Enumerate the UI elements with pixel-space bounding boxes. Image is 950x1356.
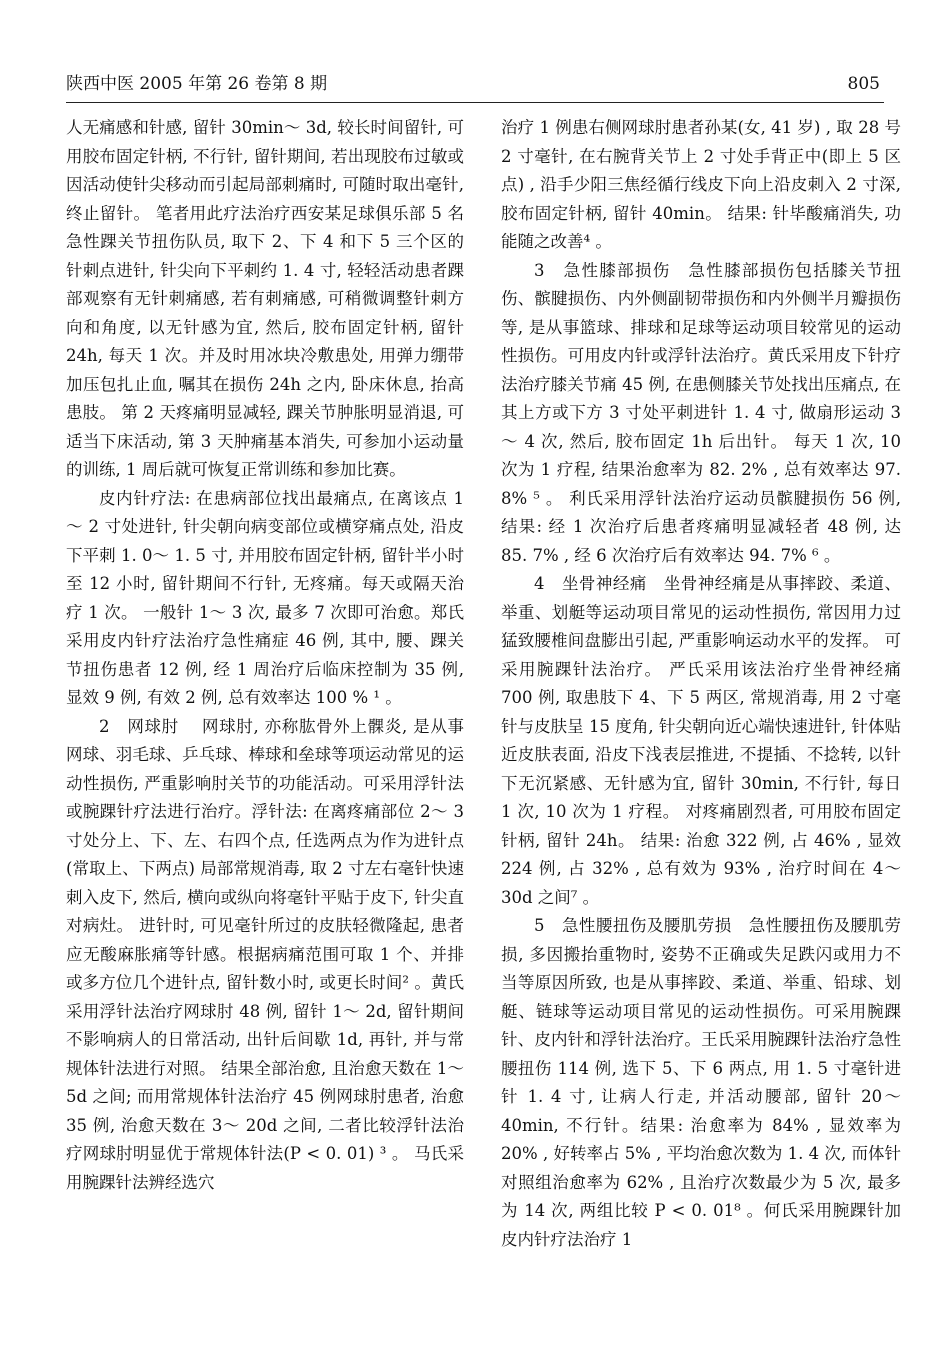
journal-title: 陕西中医 2005 年第 26 卷第 8 期 [66,74,328,94]
header-rule [66,102,884,103]
paragraph: 2 网球肘 网球肘, 亦称肱骨外上髁炎, 是从事网球、羽毛球、乒乓球、棒球和垒球等项运动常见的运动性损伤, 严重影响肘关节的功能活动。可采用浮针法或腕踝针疗法进行治疗。浮针法: 在离疼痛部位 2～ 3 寸处分上、下、左、右四个点, 任选两点为作为进针点(常取上、下两点) 局部常规消毒, 取 2 寸左右毫针快速刺入皮下, 然后, 横向或纵向将毫针平贴于皮下, 针尖直对病灶。 进针时, 可见毫针所过的皮肤轻微隆起, 患者应无酸麻胀痛等针感。根据病痛范围可取 1 个、并排或多方位几个进针点, 留针数小时, 或更长时间² 。黄氏采用浮针法治疗网球肘 48 例, 留针 1～ 2d, 留针期间不影响病人的日常活动, 出针后间歇 1d, 再针, 并与常规体针法进行对照。 结果全部治愈, 且治愈天数在 1～ 5d 之间; 而用常规体针法治疗 45 例网球肘患者, 治愈 35 例, 治愈天数在 3～ 20d 之间, 二者比较浮针法治疗网球肘明显优于常规体针法(P < 0. 01) ³ 。 马氏采用腕踝针法辨经选穴 [66,716,464,1192]
page-number: 805 [847,74,880,94]
paragraph: 皮内针疗法: 在患病部位找出最痛点, 在离该点 1～ 2 寸处进针, 针尖朝向病变部位或横穿痛点处, 沿皮下平刺 1. 0～ 1. 5 寸, 并用胶布固定针柄, 留针半小时至 12 小时, 留针期间不行针, 无疼痛。每天或隔天治疗 1 次。 一般针 1～ 3 次, 最多 7 次即可治愈。郑氏采用皮内针疗法治疗急性痛症 46 例, 其中, 腰、踝关节扭伤患者 12 例, 经 1 周治疗后临床控制为 35 例, 显效 9 例, 有效 2 例, 总有效率达 100 % ¹ 。 [66,488,464,707]
paragraph: 5 急性腰扭伤及腰肌劳损 急性腰扭伤及腰肌劳损, 多因搬抬重物时, 姿势不正确或失足跌闪或用力不当等原因所致, 也是从事摔跤、柔道、举重、铅球、划艇、链球等运动项目常见的运动性损伤。可采用腕踝针、皮内针和浮针法治疗。王氏采用腕踝针法治疗急性腰扭伤 114 例, 选下 5、下 6 两点, 用 1. 5 寸毫针进针 1. 4 寸, 让病人行走, 并活动腰部, 留针 20～ 40min, 不行针。结果: 治愈率为 84% , 显效率为 20% , 好转率占 5% , 平均治愈次数为 1. 4 次, 而体针对照组治愈率为 62% , 且治疗次数最少为 5 次, 最多为 14 次, 两组比较 P < 0. 01⁸ 。何氏采用腕踝针加皮内针疗法治疗 1 [501,916,901,1249]
paragraph: 治疗 1 例患右侧网球肘患者孙某(女, 41 岁) , 取 28 号 2 寸毫针, 在右腕背关节上 2 寸处手背正中(即上 5 区点) , 沿手少阳三焦经循行线皮下向上沿皮刺入 2 寸深, 胶布固定针柄, 留针 40min。 结果: 针毕酸痛消失, 功能随之改善⁴ 。 [501,118,901,251]
paragraph: 4 坐骨神经痛 坐骨神经痛是从事摔跤、柔道、举重、划艇等运动项目常见的运动性损伤, 常因用力过猛致腰椎间盘膨出引起, 严重影响运动水平的发挥。 可采用腕踝针法治疗。 严氏采用该法治疗坐骨神经痛 700 例, 取患肢下 4、下 5 两区, 常规消毒, 用 2 寸毫针与皮肤呈 15 度角, 针尖朝向近心端快速进针, 针体贴近皮肤表面, 沿皮下浅表层推进, 不提插、不捻转, 以针下无沉紧感、无针感为宜, 留针 30min, 不行针, 每日 1 次, 10 次为 1 疗程。 对疼痛剧烈者, 可用胶布固定针柄, 留针 24h。 结果: 治愈 322 例, 占 46% , 显效 224 例, 占 32% , 总有效为 93% , 治疗时间在 4～ 30d 之间⁷ 。 [501,574,901,907]
paragraph: 3 急性膝部损伤 急性膝部损伤包括膝关节扭伤、髌腱损伤、内外侧副韧带损伤和内外侧半月瓣损伤等, 是从事篮球、排球和足球等运动项目较常见的运动性损伤。可用皮内针或浮针法治疗。黄氏采用皮下针疗法治疗膝关节痛 45 例, 在患侧膝关节处找出压痛点, 在其上方或下方 3 寸处平刺进针 1. 4 寸, 做扇形运动 3～ 4 次, 然后, 胶布固定 1h 后出针。 每天 1 次, 10 次为 1 疗程, 结果治愈率为 82. 2% , 总有效率达 97. 8% ⁵ 。 利氏采用浮针法治疗运动员髌腱损伤 56 例, 结果: 经 1 次治疗后患者疼痛明显减轻者 48 例, 达 85. 7% , 经 6 次治疗后有效率达 94. 7% ⁶ 。 [501,260,901,565]
paragraph: 人无痛感和针感, 留针 30min～ 3d, 较长时间留针, 可用胶布固定针柄, 不行针, 留针期间, 若出现胶布过敏或因活动使针尖移动而引起局部刺痛时, 可随时取出毫针, 终止留针。 笔者用此疗法治疗西安某足球俱乐部 5 名急性踝关节扭伤队员, 取下 2、下 4 和下 5 三个区的针刺点进针, 针尖向下平刺约 1. 4 寸, 轻轻活动患者踝部观察有无针刺痛感, 若有刺痛感, 可稍微调整针刺方向和角度, 以无针感为宜, 然后, 胶布固定针柄, 留针 24h, 每天 1 次。并及时用冰块冷敷患处, 用弹力绷带加压包扎止血, 嘱其在损伤 24h 之内, 卧床休息, 抬高患肢。 第 2 天疼痛明显减轻, 踝关节肿胀明显消退, 可适当下床活动, 第 3 天肿痛基本消失, 可参加小运动量的训练, 1 周后就可恢复正常训练和参加比赛。 [66,118,464,479]
left-column [66,114,464,1197]
right-column [501,114,901,1254]
